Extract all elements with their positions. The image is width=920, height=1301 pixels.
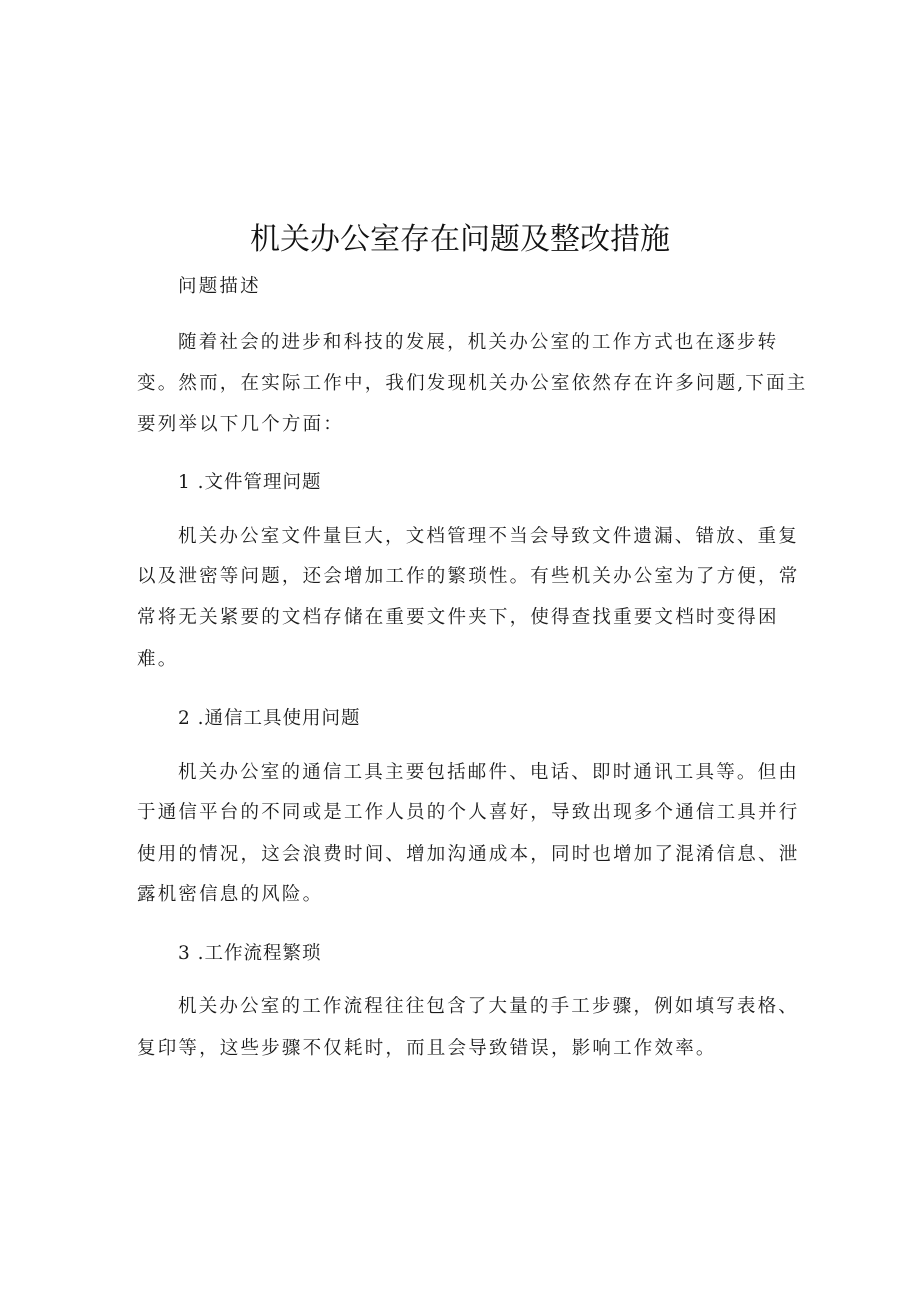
section-label: 问题描述 [178,276,261,297]
intro-line-2: 变。然而，在实际工作中，我们发现机关办公室依然存在许多问题,下面主 [137,373,808,394]
item-1-line-2: 以及泄密等问题，还会增加工作的繁琐性。有些机关办公室为了方便，常 [137,566,800,587]
intro-line-1: 随着社会的进步和科技的发展，机关办公室的工作方式也在逐步转 [178,332,779,353]
intro-line-3: 要列举以下几个方面： [137,414,345,435]
document-title: 机关办公室存在问题及整改措施 [250,222,670,257]
item-1-line-3: 常将无关紧要的文档存储在重要文件夹下，使得查找重要文档时变得困 [137,607,779,628]
item-2-heading: 2 .通信工具使用问题 [178,708,361,729]
item-1-heading: 1 .文件管理问题 [178,472,322,493]
item-3-heading: 3 .工作流程繁琐 [178,943,322,964]
item-3-line-2: 复印等，这些步骤不仅耗时，而且会导致错误，影响工作效率。 [137,1038,717,1059]
item-1-line-4: 难。 [137,649,179,670]
item-2-line-2: 于通信平台的不同或是工作人员的个人喜好，导致出现多个通信工具并行 [137,802,800,823]
item-2-line-1: 机关办公室的通信工具主要包括邮件、电话、即时通讯工具等。但由 [178,762,800,783]
item-2-line-4: 露机密信息的风险。 [137,884,324,905]
item-1-line-1: 机关办公室文件量巨大，文档管理不当会导致文件遗漏、错放、重复 [178,526,800,547]
item-2-line-3: 使用的情况，这会浪费时间、增加沟通成本，同时也增加了混淆信息、泄 [137,844,800,865]
item-3-line-1: 机关办公室的工作流程往往包含了大量的手工步骤，例如填写表格、 [178,996,800,1017]
